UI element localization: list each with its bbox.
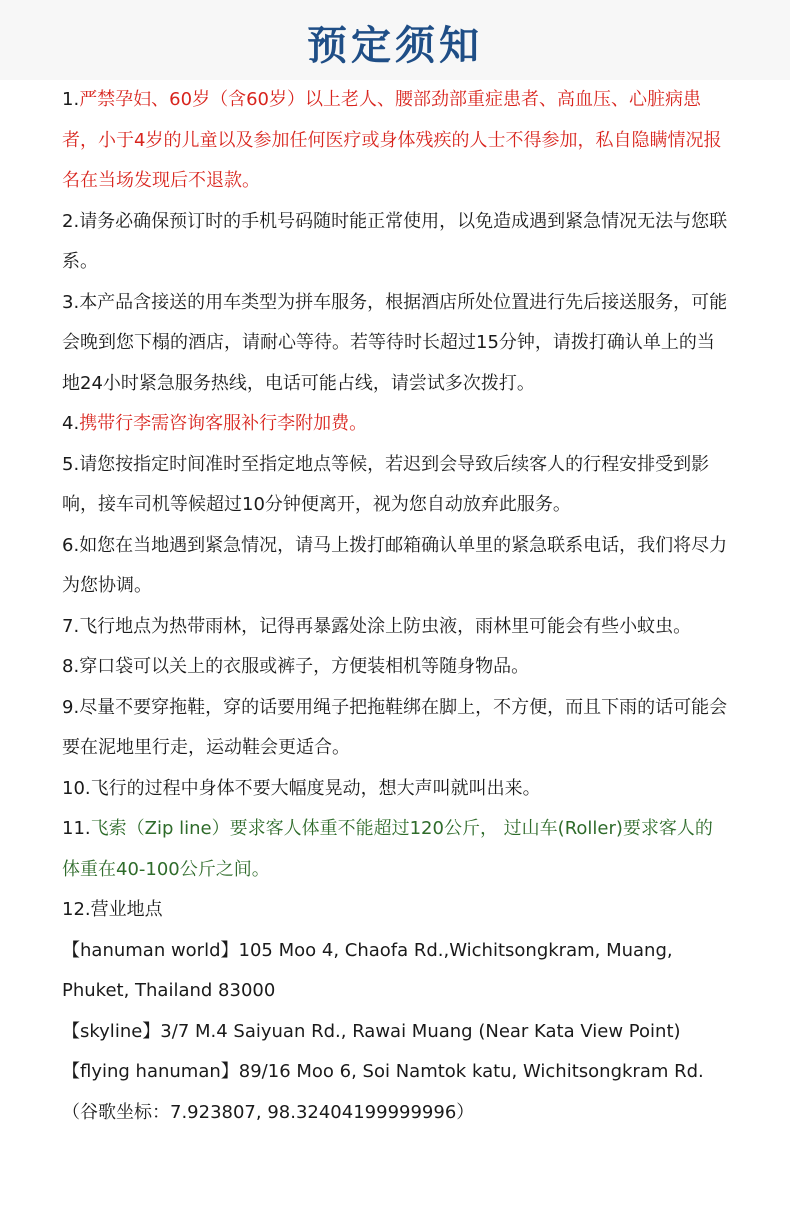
notice-text: 请您按指定时间准时至指定地点等候，若迟到会导致后续客人的行程安排受到影响，接车司机等候超过10分钟便离开，视为您自动放弃此服务。 [62, 453, 710, 515]
location-address: 105 Moo 4, Chaofa Rd.,Wichitsongkram, Muang, Phuket, Thailand 83000 [62, 939, 673, 1001]
notice-item-1 [62, 80, 730, 202]
notice-text: 如您在当地遇到紧急情况，请马上拨打邮箱确认单里的紧急联系电话，我们将尽力为您协调。 [62, 534, 728, 596]
location-name: 【flying hanuman】 [62, 1061, 239, 1082]
notice-text: 飞行地点为热带雨林，记得再暴露处涂上防虫液，雨林里可能会有些小蚊虫。 [79, 615, 692, 637]
location-address: 3/7 M.4 Saiyuan Rd., Rawai Muang (Near Kata View Point) [160, 1020, 681, 1042]
notice-item-9 [62, 688, 730, 769]
notice-number: 9. [62, 696, 80, 718]
notice-number: 2. [62, 210, 80, 232]
notice-item-6 [62, 526, 730, 607]
notice-item-4 [62, 404, 730, 445]
notice-text: 本产品含接送的用车类型为拼车服务，根据酒店所处位置进行先后接送服务，可能会晚到您下榻的酒店，请耐心等待。若等待时长超过15分钟，请拨打确认单上的当地24小时紧急服务热线，电话可能占线，请尝试多次拨打。 [62, 291, 728, 394]
notice-number: 11. [62, 818, 91, 839]
notice-number: 5. [62, 453, 80, 475]
notice-item-12 [62, 890, 730, 931]
notice-item-10 [62, 769, 730, 810]
location-name: 【hanuman world】 [62, 939, 239, 961]
notice-text: 严禁孕妇、60岁（含60岁）以上老人、腰部劲部重症患者、高血压、心脏病患者，小于4岁的儿童以及参加任何医疗或身体残疾的人士不得参加，私自隐瞒情况报名在当场发现后不退款。 [62, 89, 722, 191]
notice-text: 穿口袋可以关上的衣服或裤子，方便装相机等随身物品。 [79, 656, 530, 677]
location-address: 89/16 Moo 6, Soi Namtok katu, Wichitsongkram Rd. （谷歌坐标：7.923807, 98.32404199999996） [62, 1061, 704, 1123]
notice-text: 飞索（Zip line）要求客人体重不能超过120公斤， 过山车(Roller)要求客人的体重在40-100公斤之间。 [62, 818, 713, 880]
notice-text: 飞行的过程中身体不要大幅度晃动，想大声叫就叫出来。 [90, 777, 541, 799]
notice-item-7 [62, 607, 730, 648]
location-skyline [62, 1012, 730, 1053]
notice-number: 6. [62, 534, 80, 556]
location-name: 【skyline】 [62, 1020, 161, 1042]
notice-item-3 [62, 283, 730, 405]
notice-number: 4. [62, 413, 80, 434]
header-band [0, 0, 790, 80]
notice-number: 3. [62, 291, 80, 313]
notice-item-2 [62, 202, 730, 283]
location-flying-hanuman [62, 1052, 730, 1133]
notice-item-11 [62, 809, 730, 890]
notice-text: 请务必确保预订时的手机号码随时能正常使用，以免造成遇到紧急情况无法与您联系。 [62, 210, 728, 272]
notice-number: 7. [62, 615, 80, 637]
notice-text: 营业地点 [90, 899, 163, 920]
notice-number: 12. [62, 899, 91, 920]
notice-item-8 [62, 647, 730, 688]
page-title: 预定须知 [307, 22, 483, 69]
notice-item-5 [62, 445, 730, 526]
notice-text: 尽量不要穿拖鞋，穿的话要用绳子把拖鞋绑在脚上，不方便，而且下雨的话可能会要在泥地里行走，运动鞋会更适合。 [62, 696, 728, 758]
notice-number: 1. [62, 89, 80, 110]
notice-list [0, 80, 790, 1133]
notice-number: 10. [62, 777, 91, 799]
location-hanuman-world [62, 931, 730, 1012]
notice-number: 8. [62, 656, 80, 677]
notice-text: 携带行李需咨询客服补行李附加费。 [79, 413, 368, 434]
